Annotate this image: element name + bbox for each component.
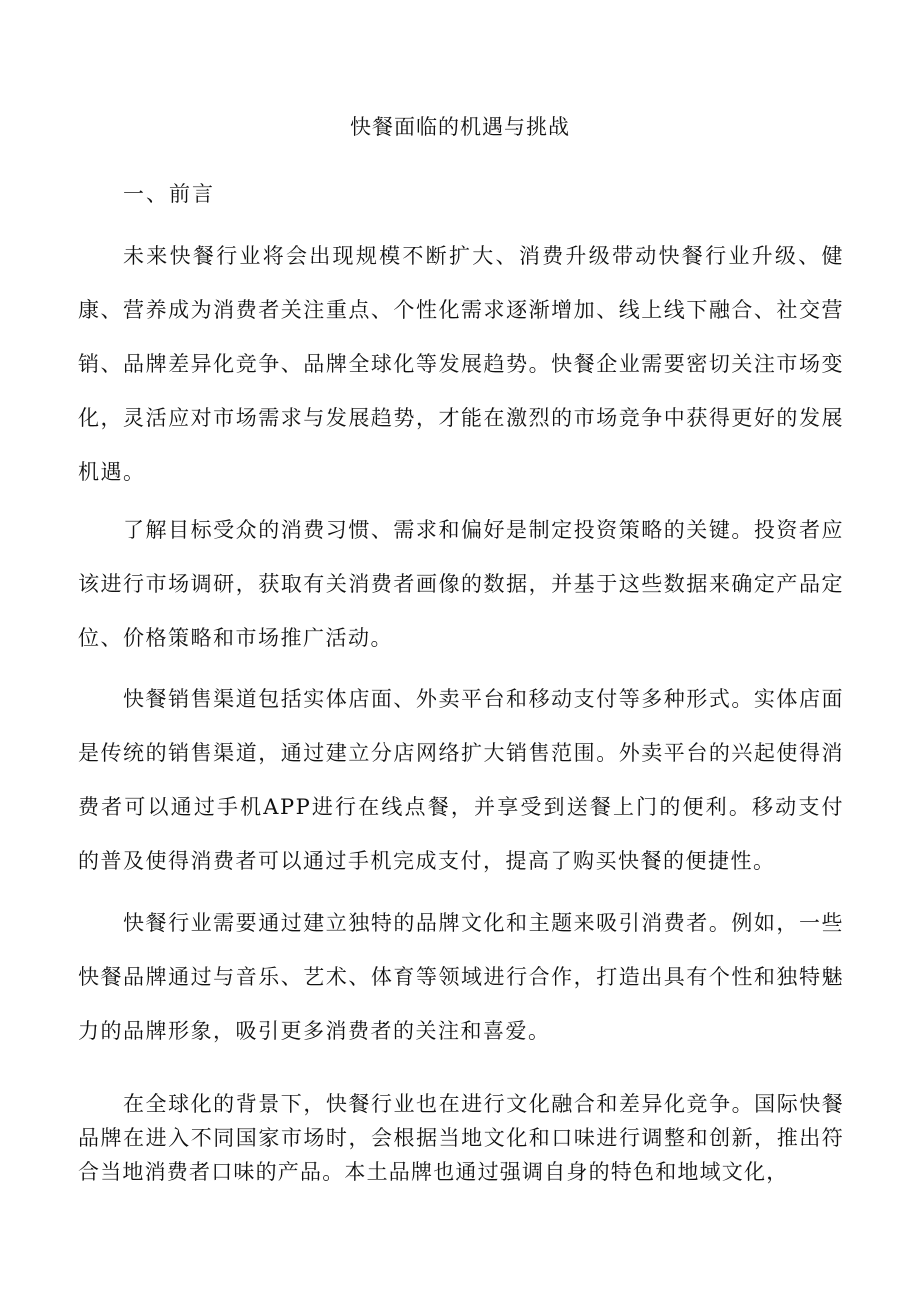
paragraph-3: 快餐销售渠道包括实体店面、外卖平台和移动支付等多种形式。实体店面是传统的销售渠道，通过建立分店网络扩大销售范围。外卖平台的兴起使得消费者可以通过手机APP进行在线点餐，并享受到送餐上门的便利。移动支付的普及使得消费者可以通过手机完成支付，提高了购买快餐的便捷性。 (78, 687, 844, 873)
document-title: 快餐面临的机遇与挑战 (350, 115, 570, 139)
paragraph-4: 快餐行业需要通过建立独特的品牌文化和主题来吸引消费者。例如，一些快餐品牌通过与音乐、艺术、体育等领域进行合作，打造出具有个性和独特魅力的品牌形象，吸引更多消费者的关注和喜爱。 (78, 911, 844, 1043)
paragraph-5: 在全球化的背景下，快餐行业也在进行文化融合和差异化竞争。国际快餐品牌在进入不同国家市场时，会根据当地文化和口味进行调整和创新，推出符合当地消费者口味的产品。本土品牌也通过强调自身的特色和地域文化， (78, 1092, 844, 1184)
paragraph-2: 了解目标受众的消费习惯、需求和偏好是制定投资策略的关键。投资者应该进行市场调研，获取有关消费者画像的数据，并基于这些数据来确定产品定位、价格策略和市场推广活动。 (78, 518, 844, 650)
section-heading: 一、前言 (123, 182, 215, 206)
paragraph-1: 未来快餐行业将会出现规模不断扩大、消费升级带动快餐行业升级、健康、营养成为消费者关注重点、个性化需求逐渐增加、线上线下融合、社交营销、品牌差异化竞争、品牌全球化等发展趋势。快餐企业需要密切关注市场变化，灵活应对市场需求与发展趋势，才能在激烈的市场竞争中获得更好的发展机遇。 (78, 244, 844, 484)
